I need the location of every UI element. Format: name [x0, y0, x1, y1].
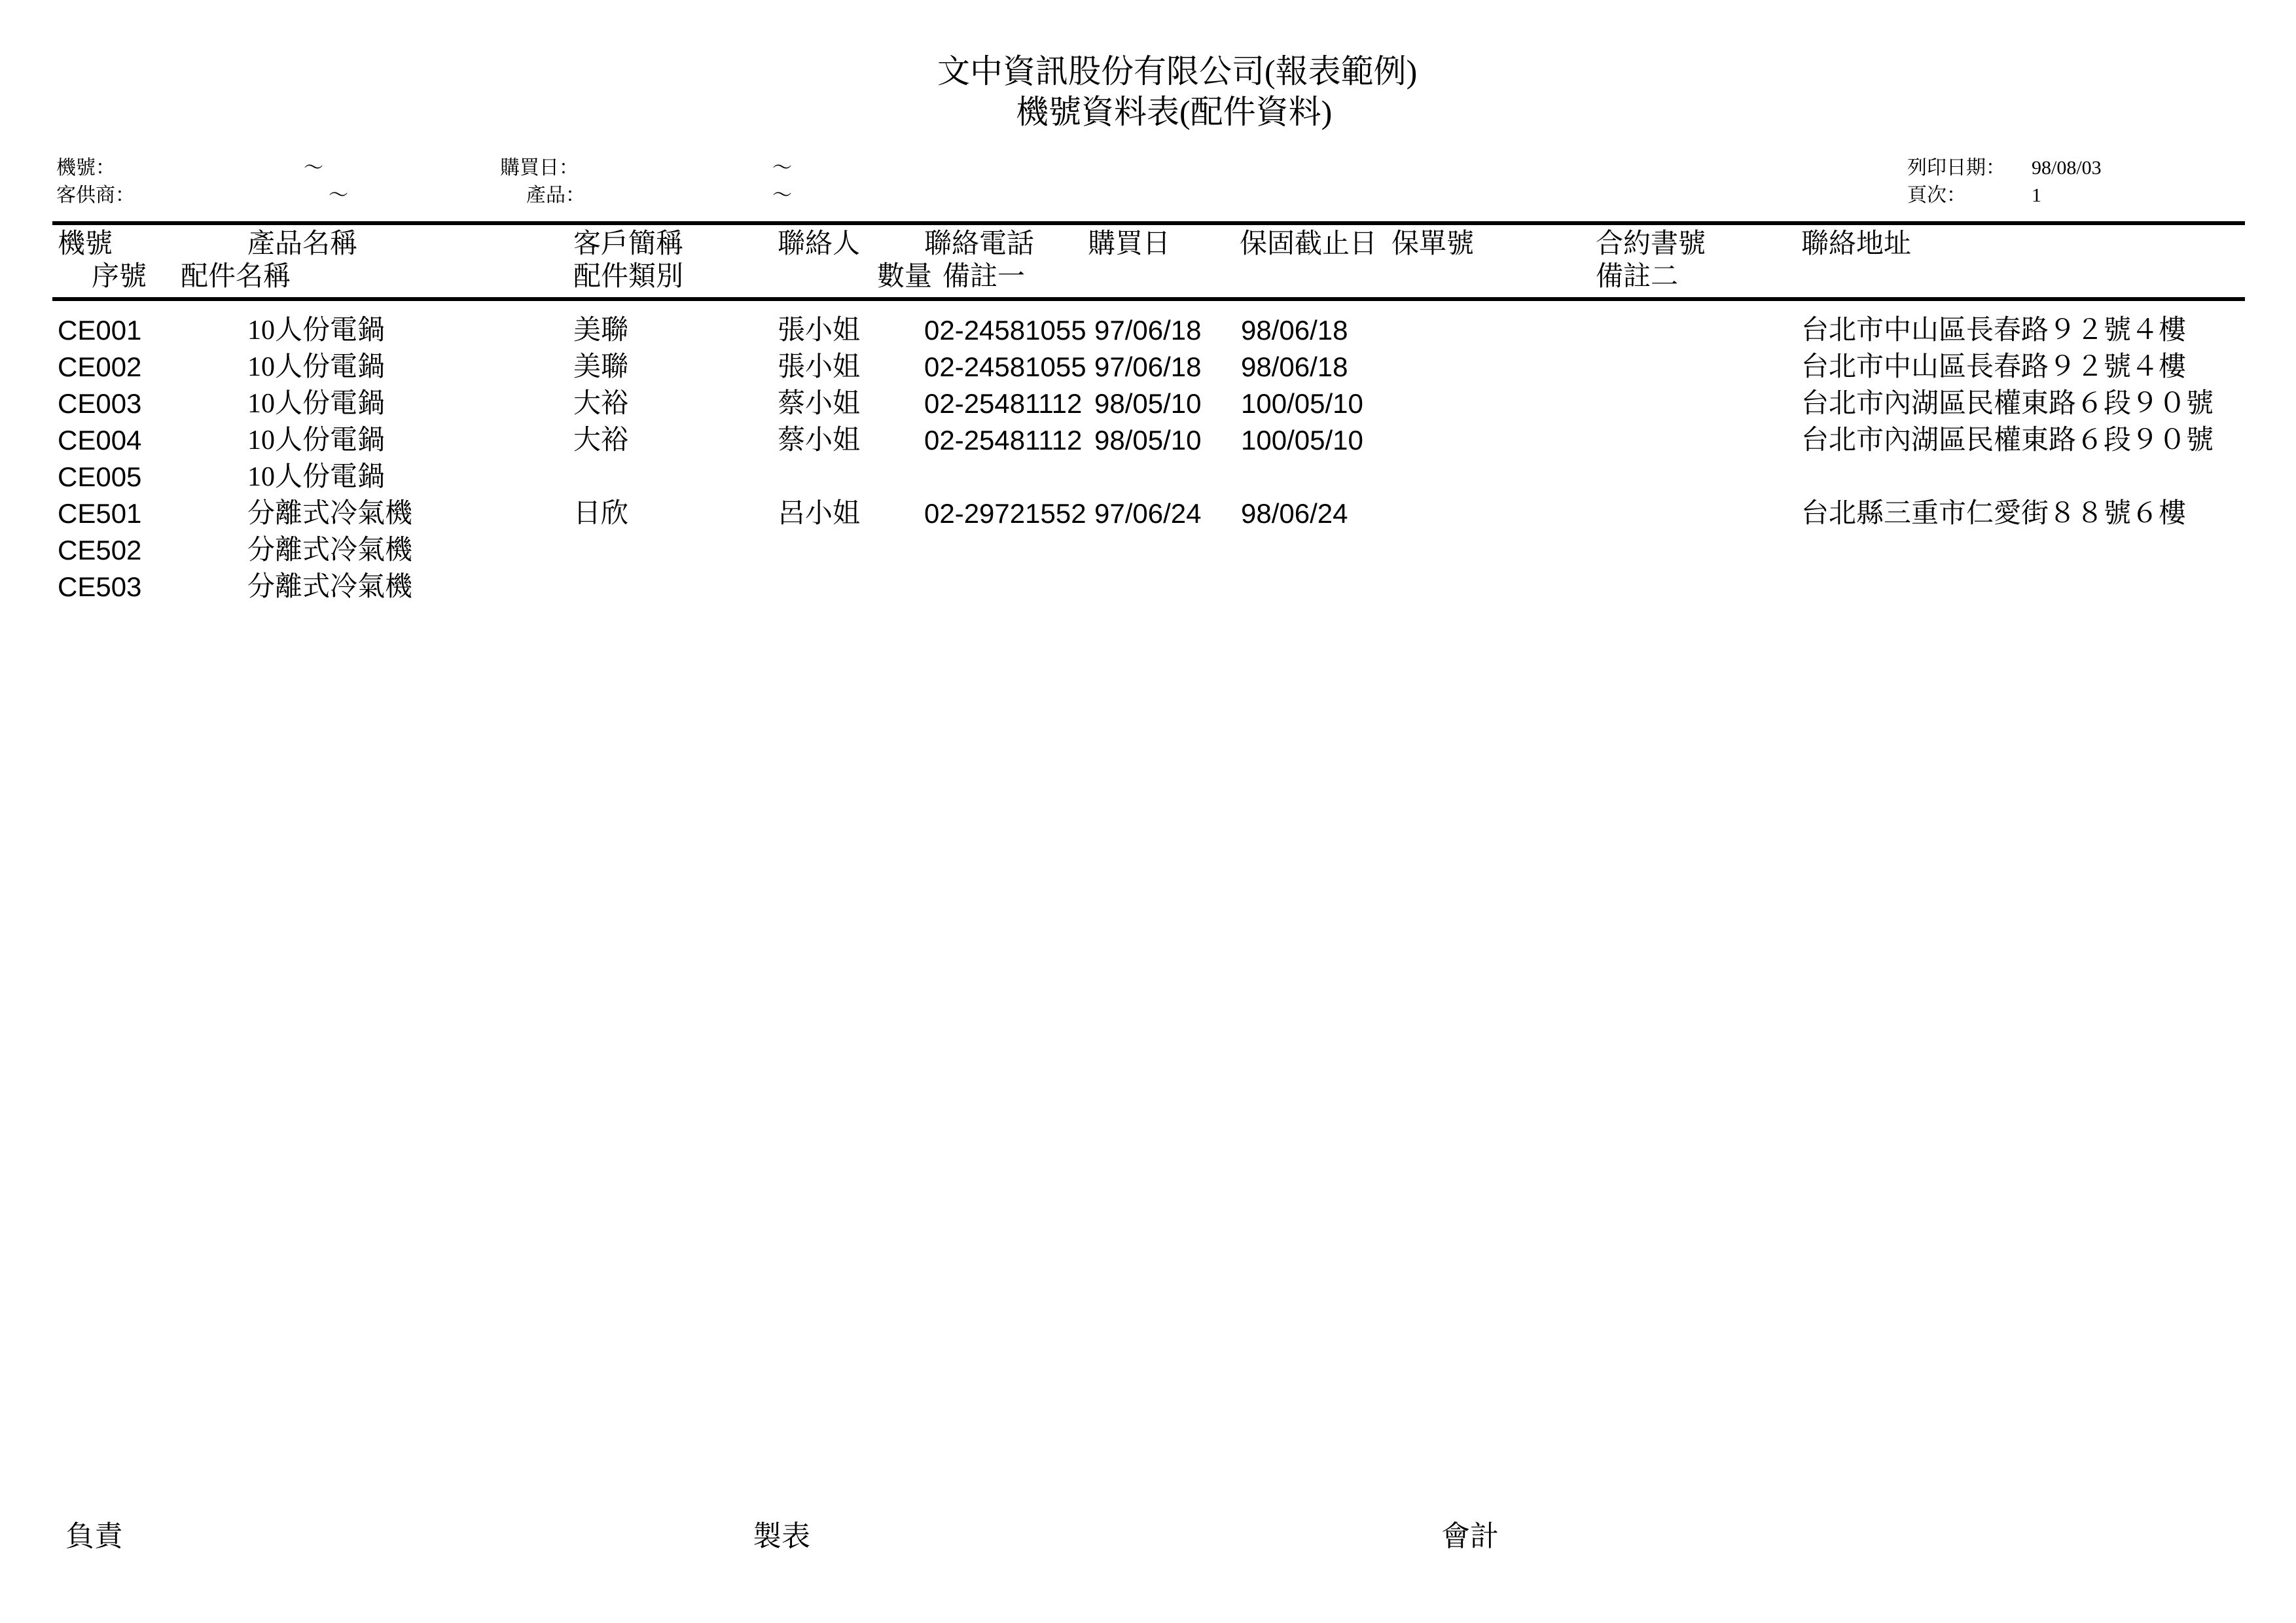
cell-product: 10人份電鍋	[247, 425, 386, 455]
cell-purchase-date: 98/05/10	[1094, 425, 1202, 455]
filter-machine-no-range: ～	[304, 157, 323, 179]
cell-contact: 蔡小姐	[778, 389, 861, 419]
cell-machine-no: CE503	[58, 571, 142, 602]
footer-responsible: 負責	[65, 1520, 123, 1552]
cell-warranty-end: 98/06/18	[1241, 315, 1348, 346]
cell-address: 台北市中山區長春路９２號４樓	[1801, 352, 2187, 382]
cell-customer: 日欣	[573, 499, 629, 529]
col-qty: 數量	[877, 262, 933, 292]
cell-warranty-end: 98/06/24	[1241, 498, 1348, 529]
cell-machine-no: CE003	[58, 388, 142, 419]
cell-purchase-date: 97/06/24	[1094, 498, 1202, 529]
cell-contact: 張小姐	[778, 352, 861, 382]
cell-product: 分離式冷氣機	[247, 535, 413, 565]
cell-phone: 02-29721552	[924, 498, 1086, 529]
col-part-name: 配件名稱	[181, 262, 291, 292]
cell-contact: 蔡小姐	[778, 425, 861, 455]
cell-address: 台北市中山區長春路９２號４樓	[1801, 315, 2187, 346]
cell-phone: 02-25481112	[924, 388, 1083, 419]
cell-machine-no: CE002	[58, 351, 142, 382]
filter-supplier-range: ～	[329, 185, 348, 206]
cell-phone: 02-24581055	[924, 351, 1086, 382]
page-label: 頁次：	[1907, 185, 1966, 206]
col-contact: 聯絡人	[778, 229, 861, 259]
col-contract-no: 合約書號	[1596, 229, 1706, 259]
cell-machine-no: CE005	[58, 461, 142, 492]
cell-contact: 張小姐	[778, 315, 861, 346]
col-seq-no: 序號	[92, 262, 147, 292]
cell-machine-no: CE502	[58, 535, 142, 565]
header-top-rule	[52, 221, 2245, 225]
cell-contact: 呂小姐	[778, 499, 861, 529]
cell-machine-no: CE501	[58, 498, 142, 529]
cell-purchase-date: 98/05/10	[1094, 388, 1202, 419]
cell-address: 台北縣三重市仁愛街８８號６樓	[1801, 499, 2187, 529]
cell-warranty-end: 100/05/10	[1241, 388, 1363, 419]
filter-purchase-date-label: 購買日：	[500, 157, 579, 179]
cell-warranty-end: 98/06/18	[1241, 351, 1348, 382]
print-date-label: 列印日期：	[1907, 157, 2005, 179]
cell-address: 台北市內湖區民權東路６段９０號	[1801, 425, 2214, 455]
filter-product-label: 產品：	[526, 185, 585, 206]
cell-customer: 大裕	[573, 389, 629, 419]
cell-product: 10人份電鍋	[247, 389, 386, 419]
cell-product: 10人份電鍋	[247, 352, 386, 382]
cell-customer: 美聯	[573, 352, 629, 382]
header-bottom-rule	[52, 297, 2245, 301]
filter-machine-no-label: 機號：	[56, 157, 115, 179]
cell-product: 10人份電鍋	[247, 462, 386, 492]
col-address: 聯絡地址	[1801, 229, 1912, 259]
col-part-type: 配件類別	[573, 262, 684, 292]
col-customer-short: 客戶簡稱	[573, 229, 684, 259]
col-product-name: 產品名稱	[247, 229, 358, 259]
cell-address: 台北市內湖區民權東路６段９０號	[1801, 389, 2214, 419]
footer-prepared: 製表	[753, 1520, 810, 1552]
cell-product: 分離式冷氣機	[247, 572, 413, 602]
cell-customer: 大裕	[573, 425, 629, 455]
cell-warranty-end: 100/05/10	[1241, 425, 1363, 455]
filter-supplier-label: 客供商：	[56, 185, 135, 206]
cell-purchase-date: 97/06/18	[1094, 315, 1202, 346]
cell-machine-no: CE004	[58, 425, 142, 455]
cell-phone: 02-24581055	[924, 315, 1086, 346]
cell-phone: 02-25481112	[924, 425, 1083, 455]
col-warranty-end: 保固截止日	[1240, 229, 1378, 259]
footer-accounting: 會計	[1441, 1520, 1499, 1552]
company-title: 文中資訊股份有限公司(報表範例)	[937, 53, 1418, 90]
cell-product: 10人份電鍋	[247, 315, 386, 346]
col-machine-no: 機號	[58, 229, 113, 259]
filter-product-range: ～	[772, 185, 792, 206]
page-number: 1	[2032, 185, 2041, 206]
col-note1: 備註一	[942, 262, 1026, 292]
col-warranty-no: 保單號	[1391, 229, 1475, 259]
cell-machine-no: CE001	[58, 315, 142, 346]
filter-purchase-date-range: ～	[772, 157, 792, 179]
col-phone: 聯絡電話	[924, 229, 1035, 259]
report-title: 機號資料表(配件資料)	[1016, 94, 1333, 130]
print-date: 98/08/03	[2032, 157, 2102, 179]
cell-purchase-date: 97/06/18	[1094, 351, 1202, 382]
col-note2: 備註二	[1596, 262, 1679, 292]
cell-product: 分離式冷氣機	[247, 499, 413, 529]
col-purchase-date: 購買日	[1088, 229, 1171, 259]
cell-customer: 美聯	[573, 315, 629, 346]
